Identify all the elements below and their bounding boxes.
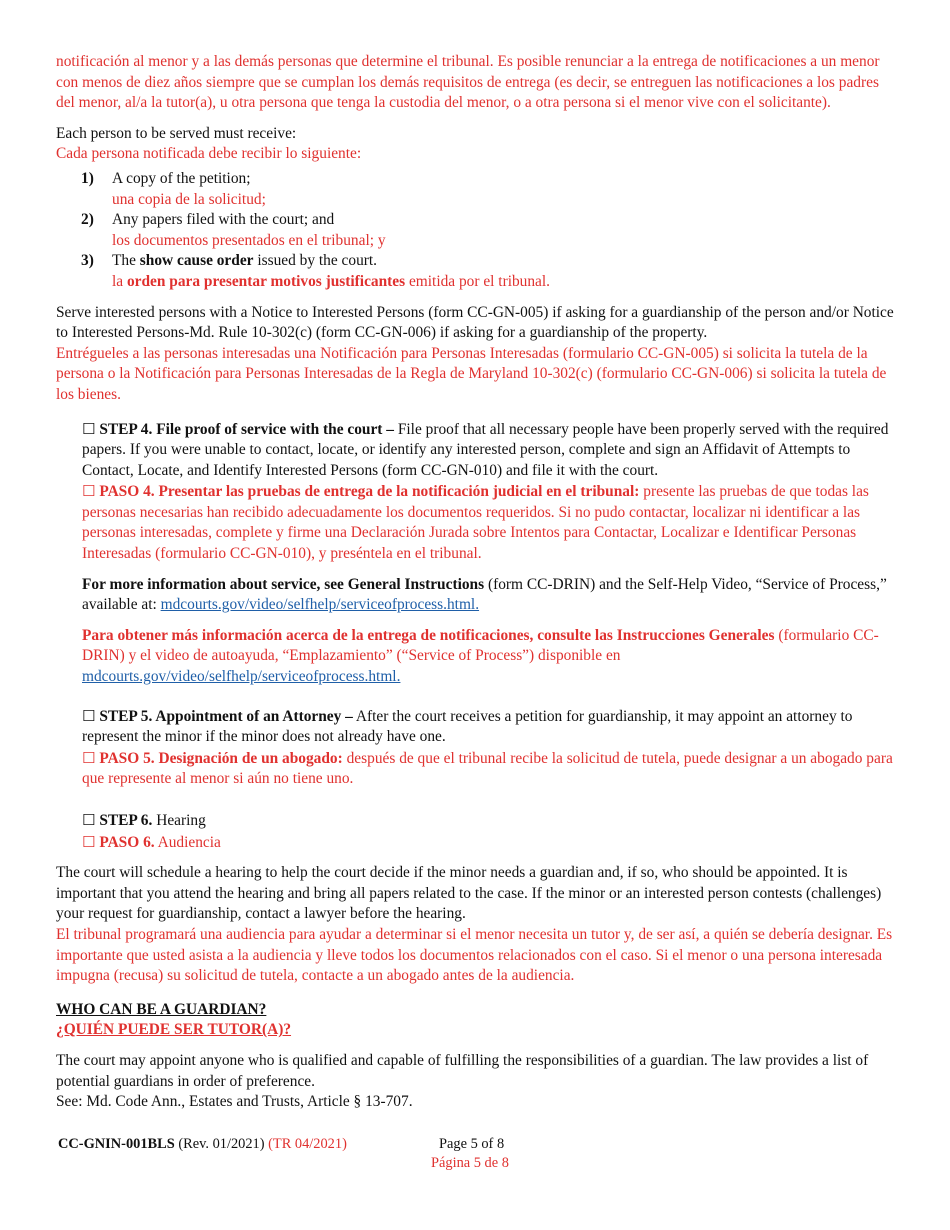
step-5-checkbox[interactable]: ☐ bbox=[82, 706, 96, 725]
list-item bbox=[81, 210, 896, 251]
step-6-checkbox[interactable]: ☐ bbox=[82, 811, 96, 829]
list-item bbox=[81, 251, 896, 292]
intro-spanish-paragraph: notificación al menor y a las demás personas que determine el tribunal. Es posible renunciar a la entrega de notificaciones a un menor con menos de diez años siempre que se cumplan los demás requisitos de entrega (es decir, se entreguen las notificaciones a los padres del menor, al/a la tutor(a), u otra persona que tenga la custodia del menor, o a otra persona si el menor vive con el solicitante). bbox=[56, 53, 880, 112]
step-5 bbox=[82, 706, 896, 790]
form-code: CC-GNIN-001BLS (Rev. 01/2021) (TR 04/2021) bbox=[58, 1136, 347, 1152]
service-of-process-link-es[interactable]: mdcourts.gov/video/selfhelp/serviceofprocess.html. bbox=[82, 668, 401, 686]
step-4 bbox=[82, 419, 896, 565]
who-heading: WHO CAN BE A GUARDIAN? bbox=[56, 1000, 267, 1018]
who-paragraph: The court may appoint anyone who is qualified and capable of fulfilling the responsibilities of a guardian. The law provides a list of potential guardians in order of preference. bbox=[56, 1051, 869, 1090]
step-5-body: After the court receives a petition for guardianship, it may appoint an attorney to represent the minor if the minor does not already have one. bbox=[82, 707, 853, 746]
document-page bbox=[56, 52, 896, 1113]
step-4-checkbox-es[interactable]: ☐ bbox=[82, 482, 96, 501]
served-papers-list bbox=[81, 169, 896, 293]
hearing-paragraph: The court will schedule a hearing to help the court decide if the minor needs a guardian and, if so, who should be appointed. It is important that you attend the hearing and bring all papers related to the case. If the minor or an interested person contests (challenges) your request for guardianship, contact a lawyer before the hearing. bbox=[56, 864, 882, 923]
list-item-text: Any papers filed with the court; and bbox=[112, 211, 335, 229]
hearing-paragraph-es: El tribunal programará una audiencia para ayudar a determinar si el menor necesita un tutor y, de ser así, a quién se debería designar. Es importante que usted asista a la audiencia y lleve todos los documentos relacionados con el caso. Si el menor o una persona interesada impugna (recusa) su solicitud de tutela, contacte a un abogado antes de la audiencia. bbox=[56, 925, 893, 985]
step-4-body-es: presente las pruebas de que todas las personas necesarias han recibido adecuadamente los documentos requeridos. Si no pudo contactar, localizar ni identificar a las personas interesadas, complete y firme una Declaración Jurada sobre Intentos para Contactar, Localizar e Identificar Personas Interesadas (formulario CC-GN-010), y preséntela en el tribunal. bbox=[82, 483, 869, 563]
more-info-title-es: Para obtener más información acerca de la entrega de notificaciones, consulte las Instrucciones Generales bbox=[82, 626, 775, 644]
step-4-title: STEP 4. File proof of service with the court – bbox=[99, 420, 394, 438]
page-number-es: Página 5 de 8 bbox=[431, 1155, 509, 1171]
step-6-body-es: Audiencia bbox=[154, 833, 221, 851]
step-5-body-es: después de que el tribunal recibe la solicitud de tutela, puede designar a un abogado para que represente al menor si aún no tiene uno. bbox=[82, 749, 893, 788]
step-6-body: Hearing bbox=[152, 812, 206, 829]
list-item-text-es: los documentos presentados en el tribunal; y bbox=[112, 231, 386, 249]
step-6-title-es: PASO 6. bbox=[99, 833, 155, 851]
list-number: 2) bbox=[81, 211, 94, 229]
more-info: For more information about service, see General Instructions (form CC-DRIN) and the Self-Help Video, “Service of Process,” available at: mdcourts.gov/video/selfhelp/serviceofprocess.html. Para obtener más información acerca de la entrega de notificaciones, consulte las Instrucciones Generales (formulario CC-DRIN) y el video de autoayuda, “Emplazamiento” (“Service of Process”) disponible en mdcourts.gov/video/selfhelp/serviceofprocess.html. bbox=[82, 575, 887, 686]
list-item-text-es: la orden para presentar motivos justificantes emitida por el tribunal. bbox=[112, 272, 551, 290]
show-cause-order-term: show cause order bbox=[139, 252, 254, 270]
list-number: 3) bbox=[81, 252, 94, 270]
serve-paragraph: Serve interested persons with a Notice to Interested Persons (form CC-GN-005) if asking for a guardianship of the person and/or Notice to Interested Persons-Md. Rule 10-302(c) (form CC-GN-006) if asking for a guardianship of the property. bbox=[56, 303, 894, 342]
who-citation: See: Md. Code Ann., Estates and Trusts, Article § 13-707. bbox=[56, 1093, 413, 1111]
more-info-title: For more information about service, see General Instructions bbox=[82, 575, 485, 593]
service-of-process-link[interactable]: mdcourts.gov/video/selfhelp/serviceofprocess.html. bbox=[160, 596, 480, 614]
step-5-checkbox-es[interactable]: ☐ bbox=[82, 748, 96, 767]
list-number: 1) bbox=[81, 169, 94, 187]
show-cause-order-term-es: orden para presentar motivos justificantes bbox=[126, 272, 406, 290]
step-4-title-es: PASO 4. Presentar las pruebas de entrega de la notificación judicial en el tribunal: bbox=[99, 483, 640, 501]
each-person-heading-es: Cada persona notificada debe recibir lo siguiente: bbox=[56, 145, 362, 163]
step-5-title: STEP 5. Appointment of an Attorney – bbox=[99, 707, 353, 725]
each-person-heading: Each person to be served must receive: bbox=[56, 124, 297, 142]
page-number: Page 5 of 8 bbox=[439, 1136, 505, 1152]
step-6-checkbox-es[interactable]: ☐ bbox=[82, 832, 96, 851]
step-5-title-es: PASO 5. Designación de un abogado: bbox=[99, 749, 343, 767]
list-item-text: A copy of the petition; bbox=[112, 169, 251, 187]
who-heading-es: ¿QUIÉN PUEDE SER TUTOR(A)? bbox=[56, 1021, 292, 1039]
step-6 bbox=[82, 810, 896, 853]
serve-paragraph-es: Entrégueles a las personas interesadas una Notificación para Personas Interesadas (formulario CC-GN-005) si solicita la tutela de la persona o la Notificación para Personas Interesadas de la Regla de Maryland 10-302(c) (formulario CC-GN-006) si solicita la tutela de los bienes. bbox=[56, 344, 887, 403]
step-4-checkbox[interactable]: ☐ bbox=[82, 419, 96, 438]
step-4-body: File proof that all necessary people have been properly served with the required papers. If you were unable to contact, locate, or identify any interested person, complete and sign an Affidavit of Attempts to Contact, Locate, and Identify Interested Persons (form CC-GN-010) and file it with the court. bbox=[82, 420, 889, 479]
list-item bbox=[81, 169, 896, 210]
step-6-title: STEP 6. bbox=[99, 812, 153, 829]
list-item-text: The show cause order issued by the court. bbox=[112, 252, 378, 270]
list-item-text-es: una copia de la solicitud; bbox=[112, 190, 266, 208]
